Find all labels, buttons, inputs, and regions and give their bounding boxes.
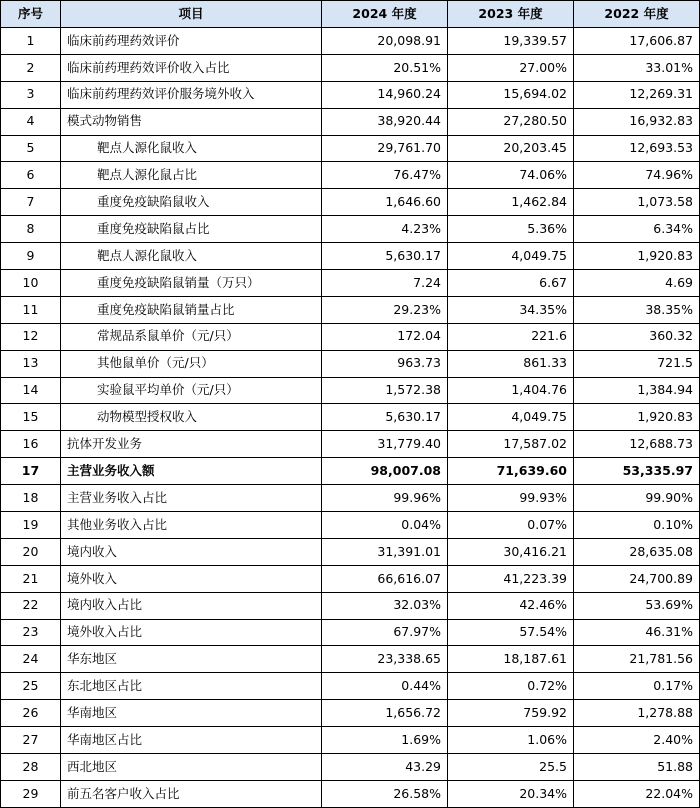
row-2022-cell: 2.40%: [574, 727, 700, 754]
row-2024-cell: 43.29: [322, 754, 448, 781]
row-2023-cell: 27.00%: [448, 54, 574, 81]
row-index-cell: 12: [1, 323, 61, 350]
row-index-cell: 13: [1, 350, 61, 377]
table-row: [1, 81, 700, 108]
header-index: 序号: [1, 1, 61, 28]
row-2024-cell: 14,960.24: [322, 81, 448, 108]
table-row: [1, 54, 700, 81]
row-item-cell: 华南地区占比: [61, 727, 322, 754]
row-index-cell: 21: [1, 565, 61, 592]
header-row: [1, 1, 700, 28]
row-2024-cell: 26.58%: [322, 780, 448, 807]
row-item-cell: 境内收入: [61, 538, 322, 565]
table-body: [1, 28, 700, 808]
row-2024-cell: 0.44%: [322, 673, 448, 700]
row-2023-cell: 1,462.84: [448, 189, 574, 216]
row-item-cell: 临床前药理药效评价收入占比: [61, 54, 322, 81]
row-2024-cell: 20.51%: [322, 54, 448, 81]
row-2023-cell: 0.72%: [448, 673, 574, 700]
row-2022-cell: 0.17%: [574, 673, 700, 700]
row-index-cell: 26: [1, 700, 61, 727]
row-2023-cell: 0.07%: [448, 512, 574, 539]
table-row: [1, 404, 700, 431]
row-2023-cell: 17,587.02: [448, 431, 574, 458]
row-2023-cell: 71,639.60: [448, 458, 574, 485]
table-row: [1, 28, 700, 55]
row-index-cell: 4: [1, 108, 61, 135]
row-2022-cell: 0.10%: [574, 512, 700, 539]
row-2023-cell: 34.35%: [448, 296, 574, 323]
row-index-cell: 24: [1, 646, 61, 673]
row-2022-cell: 99.90%: [574, 485, 700, 512]
row-2024-cell: 4.23%: [322, 216, 448, 243]
row-2023-cell: 18,187.61: [448, 646, 574, 673]
table-row: [1, 135, 700, 162]
table-row: [1, 754, 700, 781]
row-2023-cell: 4,049.75: [448, 243, 574, 270]
row-index-cell: 23: [1, 619, 61, 646]
row-index-cell: 28: [1, 754, 61, 781]
table-row: [1, 431, 700, 458]
row-item-cell: 主营业务收入额: [61, 458, 322, 485]
row-2023-cell: 42.46%: [448, 592, 574, 619]
row-item-cell: 实验鼠平均单价（元/只）: [61, 377, 322, 404]
row-2023-cell: 1,404.76: [448, 377, 574, 404]
row-2024-cell: 20,098.91: [322, 28, 448, 55]
table-row: [1, 377, 700, 404]
row-item-cell: 前五名客户收入占比: [61, 780, 322, 807]
row-2023-cell: 5.36%: [448, 216, 574, 243]
row-index-cell: 3: [1, 81, 61, 108]
row-index-cell: 25: [1, 673, 61, 700]
row-2024-cell: 1,572.38: [322, 377, 448, 404]
table-row: [1, 458, 700, 485]
row-item-cell: 重度免疫缺陷鼠销量（万只）: [61, 270, 322, 297]
row-item-cell: 靶点人源化鼠占比: [61, 162, 322, 189]
row-item-cell: 重度免疫缺陷鼠收入: [61, 189, 322, 216]
row-2024-cell: 1,656.72: [322, 700, 448, 727]
table-row: [1, 538, 700, 565]
row-2024-cell: 38,920.44: [322, 108, 448, 135]
row-item-cell: 重度免疫缺陷鼠销量占比: [61, 296, 322, 323]
row-2022-cell: 721.5: [574, 350, 700, 377]
table-row: [1, 108, 700, 135]
row-2024-cell: 31,779.40: [322, 431, 448, 458]
row-item-cell: 临床前药理药效评价服务境外收入: [61, 81, 322, 108]
row-item-cell: 境外收入占比: [61, 619, 322, 646]
row-2022-cell: 1,384.94: [574, 377, 700, 404]
row-index-cell: 20: [1, 538, 61, 565]
row-item-cell: 靶点人源化鼠收入: [61, 135, 322, 162]
row-2022-cell: 360.32: [574, 323, 700, 350]
row-2022-cell: 21,781.56: [574, 646, 700, 673]
row-index-cell: 1: [1, 28, 61, 55]
row-index-cell: 27: [1, 727, 61, 754]
row-index-cell: 5: [1, 135, 61, 162]
row-index-cell: 17: [1, 458, 61, 485]
row-2023-cell: 19,339.57: [448, 28, 574, 55]
row-2022-cell: 17,606.87: [574, 28, 700, 55]
row-2022-cell: 53,335.97: [574, 458, 700, 485]
row-item-cell: 靶点人源化鼠收入: [61, 243, 322, 270]
row-2023-cell: 1.06%: [448, 727, 574, 754]
row-2023-cell: 27,280.50: [448, 108, 574, 135]
row-2022-cell: 16,932.83: [574, 108, 700, 135]
row-item-cell: 临床前药理药效评价: [61, 28, 322, 55]
row-2022-cell: 1,278.88: [574, 700, 700, 727]
table-row: [1, 270, 700, 297]
row-2022-cell: 4.69: [574, 270, 700, 297]
row-2023-cell: 15,694.02: [448, 81, 574, 108]
row-index-cell: 16: [1, 431, 61, 458]
row-2024-cell: 1.69%: [322, 727, 448, 754]
row-2024-cell: 67.97%: [322, 619, 448, 646]
table-row: [1, 485, 700, 512]
table-row: [1, 323, 700, 350]
table-row: [1, 243, 700, 270]
row-index-cell: 14: [1, 377, 61, 404]
row-item-cell: 境外收入: [61, 565, 322, 592]
row-index-cell: 6: [1, 162, 61, 189]
row-2023-cell: 57.54%: [448, 619, 574, 646]
row-index-cell: 8: [1, 216, 61, 243]
table-row: [1, 296, 700, 323]
row-index-cell: 29: [1, 780, 61, 807]
row-2022-cell: 12,693.53: [574, 135, 700, 162]
row-index-cell: 15: [1, 404, 61, 431]
row-2022-cell: 33.01%: [574, 54, 700, 81]
row-item-cell: 抗体开发业务: [61, 431, 322, 458]
row-index-cell: 11: [1, 296, 61, 323]
header-2024: 2024 年度: [322, 1, 448, 28]
row-2023-cell: 861.33: [448, 350, 574, 377]
row-item-cell: 常规品系鼠单价（元/只）: [61, 323, 322, 350]
row-2022-cell: 28,635.08: [574, 538, 700, 565]
row-2024-cell: 1,646.60: [322, 189, 448, 216]
row-2023-cell: 4,049.75: [448, 404, 574, 431]
row-index-cell: 7: [1, 189, 61, 216]
row-2022-cell: 46.31%: [574, 619, 700, 646]
row-2023-cell: 25.5: [448, 754, 574, 781]
row-item-cell: 西北地区: [61, 754, 322, 781]
row-2022-cell: 38.35%: [574, 296, 700, 323]
row-item-cell: 华东地区: [61, 646, 322, 673]
row-2024-cell: 32.03%: [322, 592, 448, 619]
row-2024-cell: 29,761.70: [322, 135, 448, 162]
row-item-cell: 境内收入占比: [61, 592, 322, 619]
row-2022-cell: 74.96%: [574, 162, 700, 189]
row-2024-cell: 31,391.01: [322, 538, 448, 565]
row-2024-cell: 98,007.08: [322, 458, 448, 485]
row-item-cell: 其他鼠单价（元/只）: [61, 350, 322, 377]
row-item-cell: 主营业务收入占比: [61, 485, 322, 512]
row-item-cell: 东北地区占比: [61, 673, 322, 700]
row-item-cell: 其他业务收入占比: [61, 512, 322, 539]
row-index-cell: 10: [1, 270, 61, 297]
table-row: [1, 512, 700, 539]
row-2022-cell: 22.04%: [574, 780, 700, 807]
row-2022-cell: 53.69%: [574, 592, 700, 619]
header-2023: 2023 年度: [448, 1, 574, 28]
row-2022-cell: 51.88: [574, 754, 700, 781]
row-2023-cell: 6.67: [448, 270, 574, 297]
row-2022-cell: 24,700.89: [574, 565, 700, 592]
row-2024-cell: 7.24: [322, 270, 448, 297]
row-2022-cell: 1,920.83: [574, 404, 700, 431]
row-2024-cell: 99.96%: [322, 485, 448, 512]
row-item-cell: 动物模型授权收入: [61, 404, 322, 431]
row-2023-cell: 759.92: [448, 700, 574, 727]
row-2022-cell: 1,073.58: [574, 189, 700, 216]
row-2024-cell: 0.04%: [322, 512, 448, 539]
table-row: [1, 162, 700, 189]
row-2023-cell: 20,203.45: [448, 135, 574, 162]
row-2024-cell: 172.04: [322, 323, 448, 350]
row-2024-cell: 66,616.07: [322, 565, 448, 592]
row-2023-cell: 41,223.39: [448, 565, 574, 592]
row-2023-cell: 30,416.21: [448, 538, 574, 565]
row-2023-cell: 20.34%: [448, 780, 574, 807]
row-2024-cell: 29.23%: [322, 296, 448, 323]
row-2022-cell: 6.34%: [574, 216, 700, 243]
table-header: [1, 1, 700, 28]
row-2023-cell: 99.93%: [448, 485, 574, 512]
row-2024-cell: 5,630.17: [322, 243, 448, 270]
row-2022-cell: 1,920.83: [574, 243, 700, 270]
row-2022-cell: 12,688.73: [574, 431, 700, 458]
row-index-cell: 18: [1, 485, 61, 512]
table-row: [1, 565, 700, 592]
table-row: [1, 646, 700, 673]
header-item: 项目: [61, 1, 322, 28]
table-row: [1, 189, 700, 216]
row-2022-cell: 12,269.31: [574, 81, 700, 108]
table-row: [1, 780, 700, 807]
table-row: [1, 700, 700, 727]
row-index-cell: 19: [1, 512, 61, 539]
row-item-cell: 重度免疫缺陷鼠占比: [61, 216, 322, 243]
row-item-cell: 华南地区: [61, 700, 322, 727]
table-row: [1, 673, 700, 700]
row-2024-cell: 5,630.17: [322, 404, 448, 431]
table-row: [1, 216, 700, 243]
row-index-cell: 22: [1, 592, 61, 619]
row-2023-cell: 74.06%: [448, 162, 574, 189]
row-2023-cell: 221.6: [448, 323, 574, 350]
header-2022: 2022 年度: [574, 1, 700, 28]
row-item-cell: 模式动物销售: [61, 108, 322, 135]
table-row: [1, 619, 700, 646]
row-index-cell: 2: [1, 54, 61, 81]
table-row: [1, 592, 700, 619]
row-2024-cell: 963.73: [322, 350, 448, 377]
table-row: [1, 727, 700, 754]
table-row: [1, 350, 700, 377]
row-index-cell: 9: [1, 243, 61, 270]
row-2024-cell: 76.47%: [322, 162, 448, 189]
row-2024-cell: 23,338.65: [322, 646, 448, 673]
